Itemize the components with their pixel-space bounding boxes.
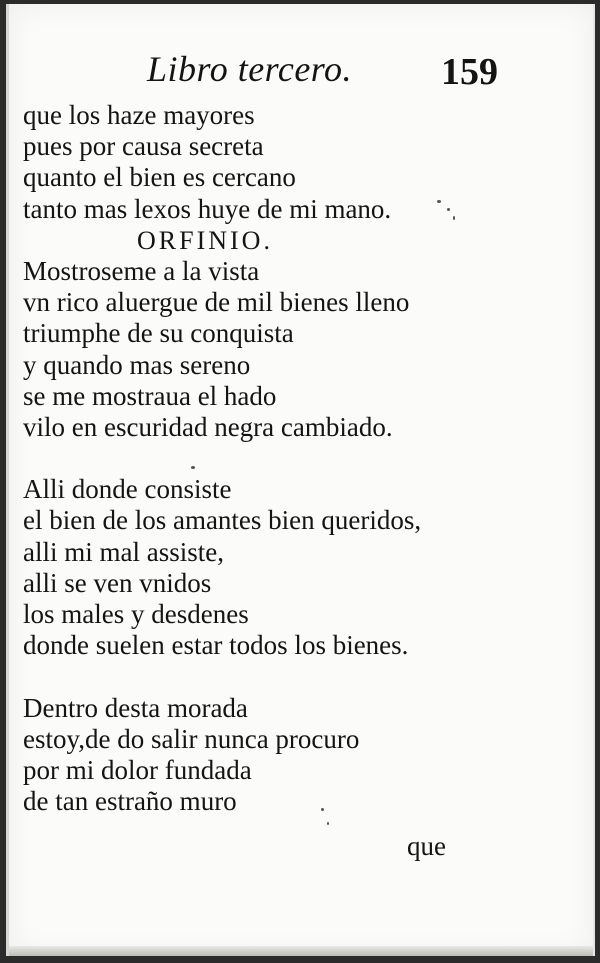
page-bottom-edge [9,946,593,956]
verse-line: tanto mas lexos huye de mi mano. [23,193,392,224]
stanza-gap [23,661,583,692]
ink-speck [327,822,329,825]
verse-line: estoy,de do salir nunca procuro [23,723,360,754]
verse-line: que los haze mayores [23,100,255,130]
verse-line: por mi dolor fundada [23,754,252,785]
verse-line: se me mostraua el hado [23,380,277,411]
ink-speck [191,466,195,469]
verse-line: Alli donde consiste [23,474,232,505]
catchword: que [407,831,446,861]
ink-speck [447,208,450,211]
book-page [6,4,595,956]
running-title: Libro tercero. [147,49,352,89]
verse-line: el bien de los amantes bien queridos, [23,505,422,536]
verse-text [23,100,583,817]
ink-speck [321,808,324,811]
verse-line: donde suelen estar todos los bienes. [23,630,409,661]
ink-speck [437,200,441,203]
page-number: 159 [441,51,498,93]
verse-line: vilo en escuridad negra cambiado. [23,411,393,442]
verse-line: Dentro desta morada [23,692,248,723]
speaker-heading: ORFINIO. [137,225,273,255]
ink-speck [453,216,455,220]
verse-line: alli mi mal assiste, [23,536,224,567]
verse-line: pues por causa secreta [23,131,264,162]
verse-line: Mostroseme a la vista [23,255,260,286]
stanza-gap [23,443,583,474]
verse-line: de tan estraño muro [23,786,237,817]
verse-line: los males y desdenes [23,599,249,629]
verse-line: alli se ven vnidos [23,567,212,598]
verse-line: quanto el bien es cercano [23,162,296,193]
verse-line: vn rico aluergue de mil bienes lleno [23,287,410,318]
verse-line: triumphe de su conquista [23,318,294,349]
verse-line: y quando mas sereno [23,349,251,380]
